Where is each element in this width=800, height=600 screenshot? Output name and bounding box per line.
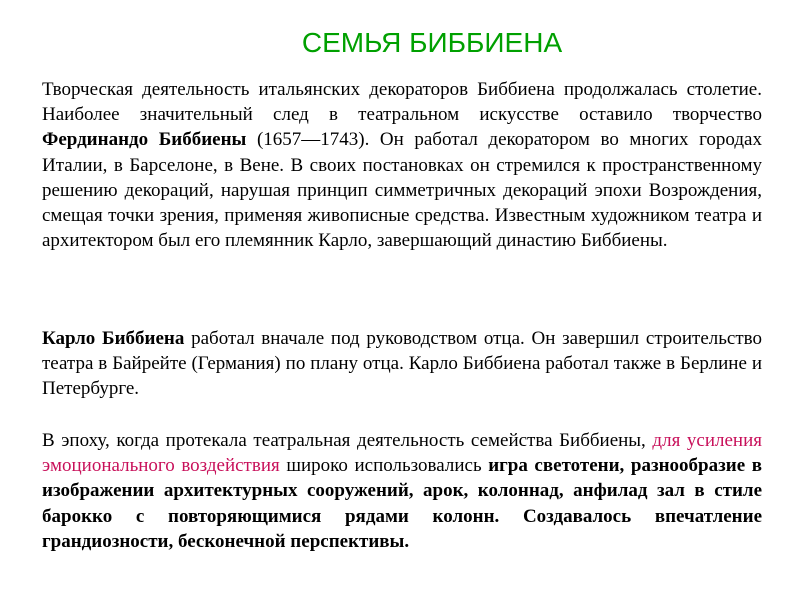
bold-phrase: игра светотени, разнообразие в изображении архитектурных сооружений, арок, колоннад, анфилад зал в стиле барокко с повторяющимися рядами колонн. Создавалось впечатление грандиозности, бесконечной перспективы. — [42, 455, 762, 552]
paragraph-text: широко использовались — [279, 455, 489, 477]
paragraph-text: В эпоху, когда протекала театральная деятельность семейства Биббиены, — [42, 430, 653, 451]
paragraph-text: работал вначале под руководством отца. Он завершил строительство театра в Байрейте (Германия) по плану отца. Карло Биббиена работал также в Берлине и Петербурге. — [42, 328, 762, 400]
paragraph-text: Творческая деятельность итальянских декораторов Биббиена продолжалась столетие. Наиболее значительный след в театральном искусстве оставило творчество — [42, 79, 762, 126]
paragraph-text: (1657—1743). Он работал декоратором во многих городах Италии, в Барселоне, в Вене. В своих постановках он стремился к пространственному решению декораций, нарушая принцип симметричных декораций эпохи Возрождения, смещая точки зрения, применяя живописные средства. Известным художником театра и архитектором был его племянник Карло, завершающий династию Биббиены. — [42, 129, 762, 252]
paragraph-ferdinando — [42, 77, 762, 253]
paragraph-carlo — [42, 326, 762, 402]
slide-title: СЕМЬЯ БИББИЕНА — [301, 27, 563, 58]
name-carlo: Карло Биббиена — [42, 328, 185, 349]
highlighted-phrase: для усиления эмоционального воздействия — [42, 430, 763, 477]
paragraph-baroque — [42, 428, 762, 554]
name-ferdinando: Фердинандо Биббиены — [42, 129, 247, 151]
